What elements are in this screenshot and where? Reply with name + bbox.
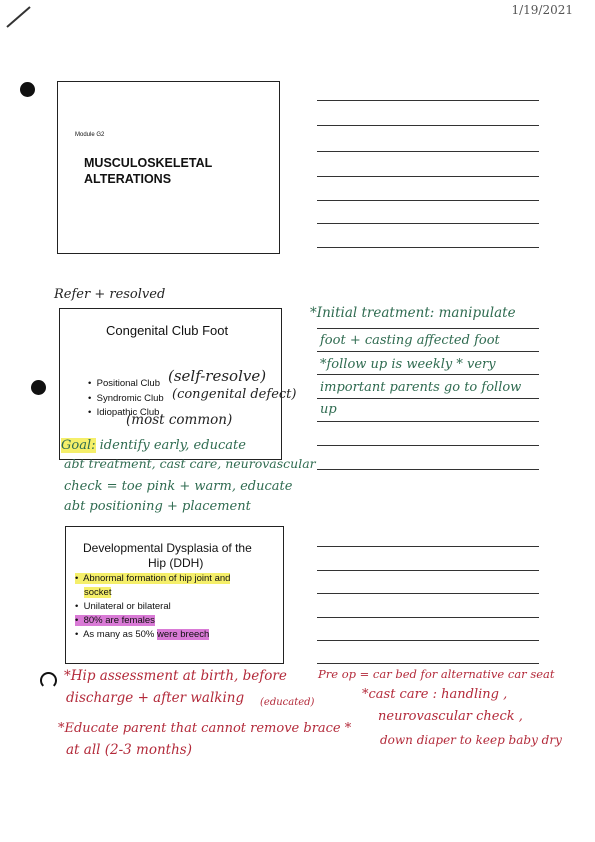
- bottom-right-note-line3: neurovascular check ,: [378, 709, 523, 724]
- binder-hole-top: [20, 82, 35, 97]
- goal-label: Goal:: [61, 438, 96, 453]
- note-line: [317, 593, 539, 594]
- hw-positional: (self-resolve): [168, 367, 267, 385]
- note-line: [317, 176, 539, 177]
- ddh-bullet-formation-cont: socket: [84, 587, 112, 598]
- note-line: [317, 445, 539, 446]
- right-note-line3: *follow up is weekly * very: [320, 357, 496, 372]
- pen-stroke-mark: [4, 4, 34, 30]
- note-line: [317, 100, 539, 101]
- slide-title-line2: ALTERATIONS: [84, 172, 172, 186]
- ddh-bullet-unilateral: • Unilateral or bilateral: [75, 601, 171, 612]
- note-line: [317, 328, 539, 329]
- note-line: [317, 125, 539, 126]
- note-line: [317, 247, 539, 248]
- slide-ddh: [65, 526, 284, 664]
- goal-note-line4: abt positioning + placement: [64, 499, 251, 514]
- header-date: 1/19/2021: [511, 3, 573, 17]
- right-note-line4: important parents go to follow: [320, 380, 522, 395]
- annotation-above-club-foot: Refer + resolved: [54, 287, 166, 302]
- hw-syndromic: (congenital defect): [172, 387, 297, 402]
- bottom-right-note-line4: down diaper to keep baby dry: [380, 733, 562, 747]
- right-note-line1: *Initial treatment: manipulate: [310, 305, 516, 321]
- bottom-left-note-line1: *Hip assessment at birth, before: [64, 668, 287, 684]
- slide-title-line1: MUSCULOSKELETAL: [84, 156, 213, 170]
- bullet-positional: • Positional Club: [88, 378, 160, 389]
- bullet-idiopathic: • Idiopathic Club: [88, 407, 160, 418]
- note-line: [317, 570, 539, 571]
- note-line: [317, 398, 539, 399]
- bullet-syndromic: • Syndromic Club: [88, 393, 164, 404]
- bottom-right-note-line1: Pre op = car bed for alternative car seat: [318, 667, 555, 681]
- bottom-left-note-line4: at all (2-3 months): [66, 742, 192, 758]
- module-label: Module G2: [75, 132, 105, 138]
- goal-note-line2: abt treatment, cast care, neurovascular: [64, 456, 316, 471]
- note-line: [317, 663, 539, 664]
- ddh-bullet-formation: • Abnormal formation of hip joint and: [75, 573, 231, 584]
- bottom-left-note-line2: discharge + after walking: [66, 690, 245, 706]
- note-line: [317, 200, 539, 201]
- ddh-title-line1: Developmental Dysplasia of the: [83, 541, 252, 555]
- educated-badge: (educated): [260, 697, 315, 708]
- club-foot-title: Congenital Club Foot: [106, 323, 229, 338]
- note-line: [317, 223, 539, 224]
- right-note-line5: up: [320, 402, 337, 417]
- binder-hole-middle: [31, 380, 46, 395]
- slide-title-card: [57, 81, 280, 254]
- note-line: [317, 374, 539, 375]
- goal-note-line1: Goal: identify early, educate: [61, 438, 246, 453]
- bottom-right-note-line2: *cast care : handling ,: [362, 687, 508, 702]
- note-line: [317, 640, 539, 641]
- note-line: [317, 469, 539, 470]
- note-line: [317, 617, 539, 618]
- ddh-bullet-females: • 80% are females: [75, 615, 155, 626]
- binder-hole-bottom: [40, 672, 57, 689]
- hw-idiopathic: (most common): [126, 412, 233, 428]
- note-line: [317, 546, 539, 547]
- bottom-left-note-line3: *Educate parent that cannot remove brace *: [58, 721, 352, 736]
- right-note-line2: foot + casting affected foot: [320, 333, 500, 348]
- note-line: [317, 351, 539, 352]
- ddh-title-line2: Hip (DDH): [148, 556, 204, 570]
- ddh-bullet-breech: • As many as 50% were breech: [75, 629, 210, 640]
- note-line: [317, 151, 539, 152]
- note-line: [317, 421, 539, 422]
- goal-note-line3: check = toe pink + warm, educate: [64, 479, 293, 494]
